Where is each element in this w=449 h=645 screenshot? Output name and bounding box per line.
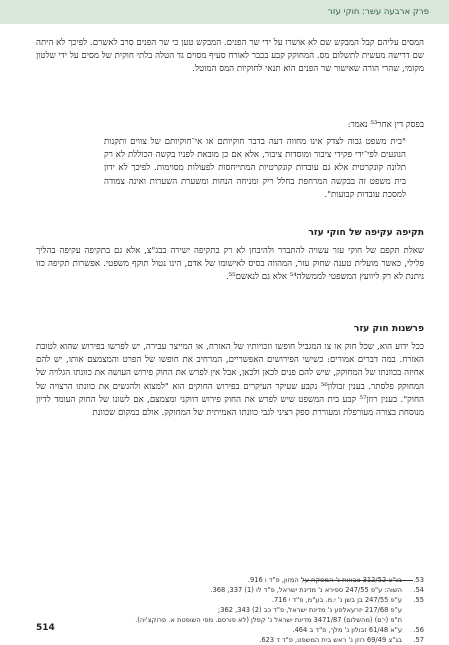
footnotes-list (36, 575, 424, 645)
footnote-text: ע"פ 247/55 בן בשן נ' י.מ. בע"מ, פ"ד י 716. (271, 596, 402, 604)
section-interpretation (36, 322, 424, 420)
section-indirect-attack (36, 226, 424, 285)
footnote-item (36, 585, 424, 595)
footnote-text: ע"א 61/48 זבולון נ' מלך, פ"ד ב 464. (292, 626, 402, 634)
footnote-text: ת"פ (י־ם) (מהשלום) 3471/87 מדינת ישראל נ' קפלן (לא פורסם. מפי השופטת א. פרוקצ'יה). (135, 616, 402, 624)
footnote-item (36, 625, 424, 635)
section-text-interpretation: ככל ידוע הוא, שכל חוק או צו המגביל חופשו וזכויותיו של האזרח, או המייצר עבירה, יש לפרשו בפירוש שהוא לטובת האזרח. במה דברים אמורים: כשישי הפירושים האפשריים, המרחיב את חופשו של הפרט והמצמצם אותו, יש להם אחיזה בכוונתו של המחוקק, שיש להם פנים לכאן ולכאן, אבל אין לפרש את החוק פירוש העושה את כוונתו הגלויה של המחוקק פלסתר. בענין זבולון⁵⁶ נקבע שעיקר העיקרים בפירוש החוקים הוא "למצוא ולהגשים את כוונתו הרצויה של החוק". בענין רוזן⁵⁷ קבע בית המשפט שיש לפרש את החוק פירוש דווקני ומצמצם, אם לשונו של החוק העומד לדיון מנוסחת בצורה מעורפלת ומעוררת ספק רציני לגבי כוונתו האמיתית של המחוקק. אולם במקום שכוונת (36, 342, 424, 419)
footnote-item (36, 605, 424, 615)
footnote-item (36, 575, 424, 585)
footnote-item (36, 595, 424, 605)
quote-block (36, 136, 424, 202)
page-number: 514 (36, 623, 55, 633)
block-quote: "בית משפט גבוה לצדק אינו מחווה דעה בדבר חוקיותם או אי־חוקיותם של צווים ותקנות הנוגעים לפי־ידי פקידי ציבור ומוסדות ציבור, אלא אם כן מובאת לפניו בקשה הכוללת לא רק תלונה קונקרטית אלא גם עובדות קונקרטיות המתייחסות לפעולות מסוימות. לפיכך לא ידון בית משפט זה בבקשה המרחפת בחלל ריק ומניחה הנחות ומשערת השערות ואינה צמודה למסכת עובדות קבועות". (104, 137, 406, 200)
footnote-number: 57. (413, 636, 424, 644)
intro-paragraph: המסים עליהם קבל המבקש שם לא אושרו על ידי שר הפנים. המבקש טען כי שר הפנים סרב לאשרם. לפיכך לא היתה שם דרישה מעשית לתשלום מס. המחוקק קבע בכבר לאורח סעיף מסוים גד הטלה בלתי חוקית של מסים על ידי שלטון מקומי, שהרי הורה שאישור שר הפנים הוא תנאי לחוקיות המס המוטל. (36, 38, 424, 75)
ruling-intro: בפסק דין אחר⁵³ נאמר: (347, 120, 424, 130)
footnote-number: 55. (413, 596, 424, 604)
footnote-number: 56. (413, 626, 424, 634)
footnote-text: ע"פ 217/68 יזרעאלפע נ' מדינת ישראל, פ"ד כב (2) 343, 362; (217, 606, 402, 614)
footnote-item (36, 635, 424, 645)
footnote-text: בג"צ 312/52 צבאות נ' המפקח על המזון, פ"ד ו 916. (247, 576, 402, 584)
intro-block (36, 37, 424, 77)
footnote-number: 53. (413, 576, 424, 584)
footnote-text: השוה: ע"פ 247/55 ספירא נ' מדינת ישראל, פ"ד לו (1) 337, 368. (210, 586, 402, 594)
chapter-title: פרק ארבעה עשר: חוקי עזר (327, 7, 429, 17)
running-header (0, 0, 449, 24)
ruling-block (36, 119, 424, 132)
footnote-text: בג"צ 69/49 רוזן נ' ראש בית המשפט, פ"ד ד 623. (259, 636, 402, 644)
section-heading-indirect-attack: תקיפה עקיפה של חוקי עזר (308, 227, 424, 238)
section-text-indirect-attack: שאלת תקפם של חוקי עזר עשויה להתברר ולהיבחן לא רק בתקיפה ישירה בבג"צ, אלא גם בתקיפה עקיפה בהליך פלילי, כאשר מועלית טענה שחוק עזר, המהווה בסיס לאישומו של אדם, הינו נטול תוקף משפטי. אפשרות תקיפה כזו ניתנת לא רק ליוועץ המשפטי לממשלה⁵⁴ אלא גם לנאשם⁵⁵. (36, 246, 424, 283)
footnote-number: 54. (413, 586, 424, 594)
footnote-item (36, 615, 424, 625)
section-heading-interpretation: פרשנות חוק עזר (353, 323, 424, 334)
